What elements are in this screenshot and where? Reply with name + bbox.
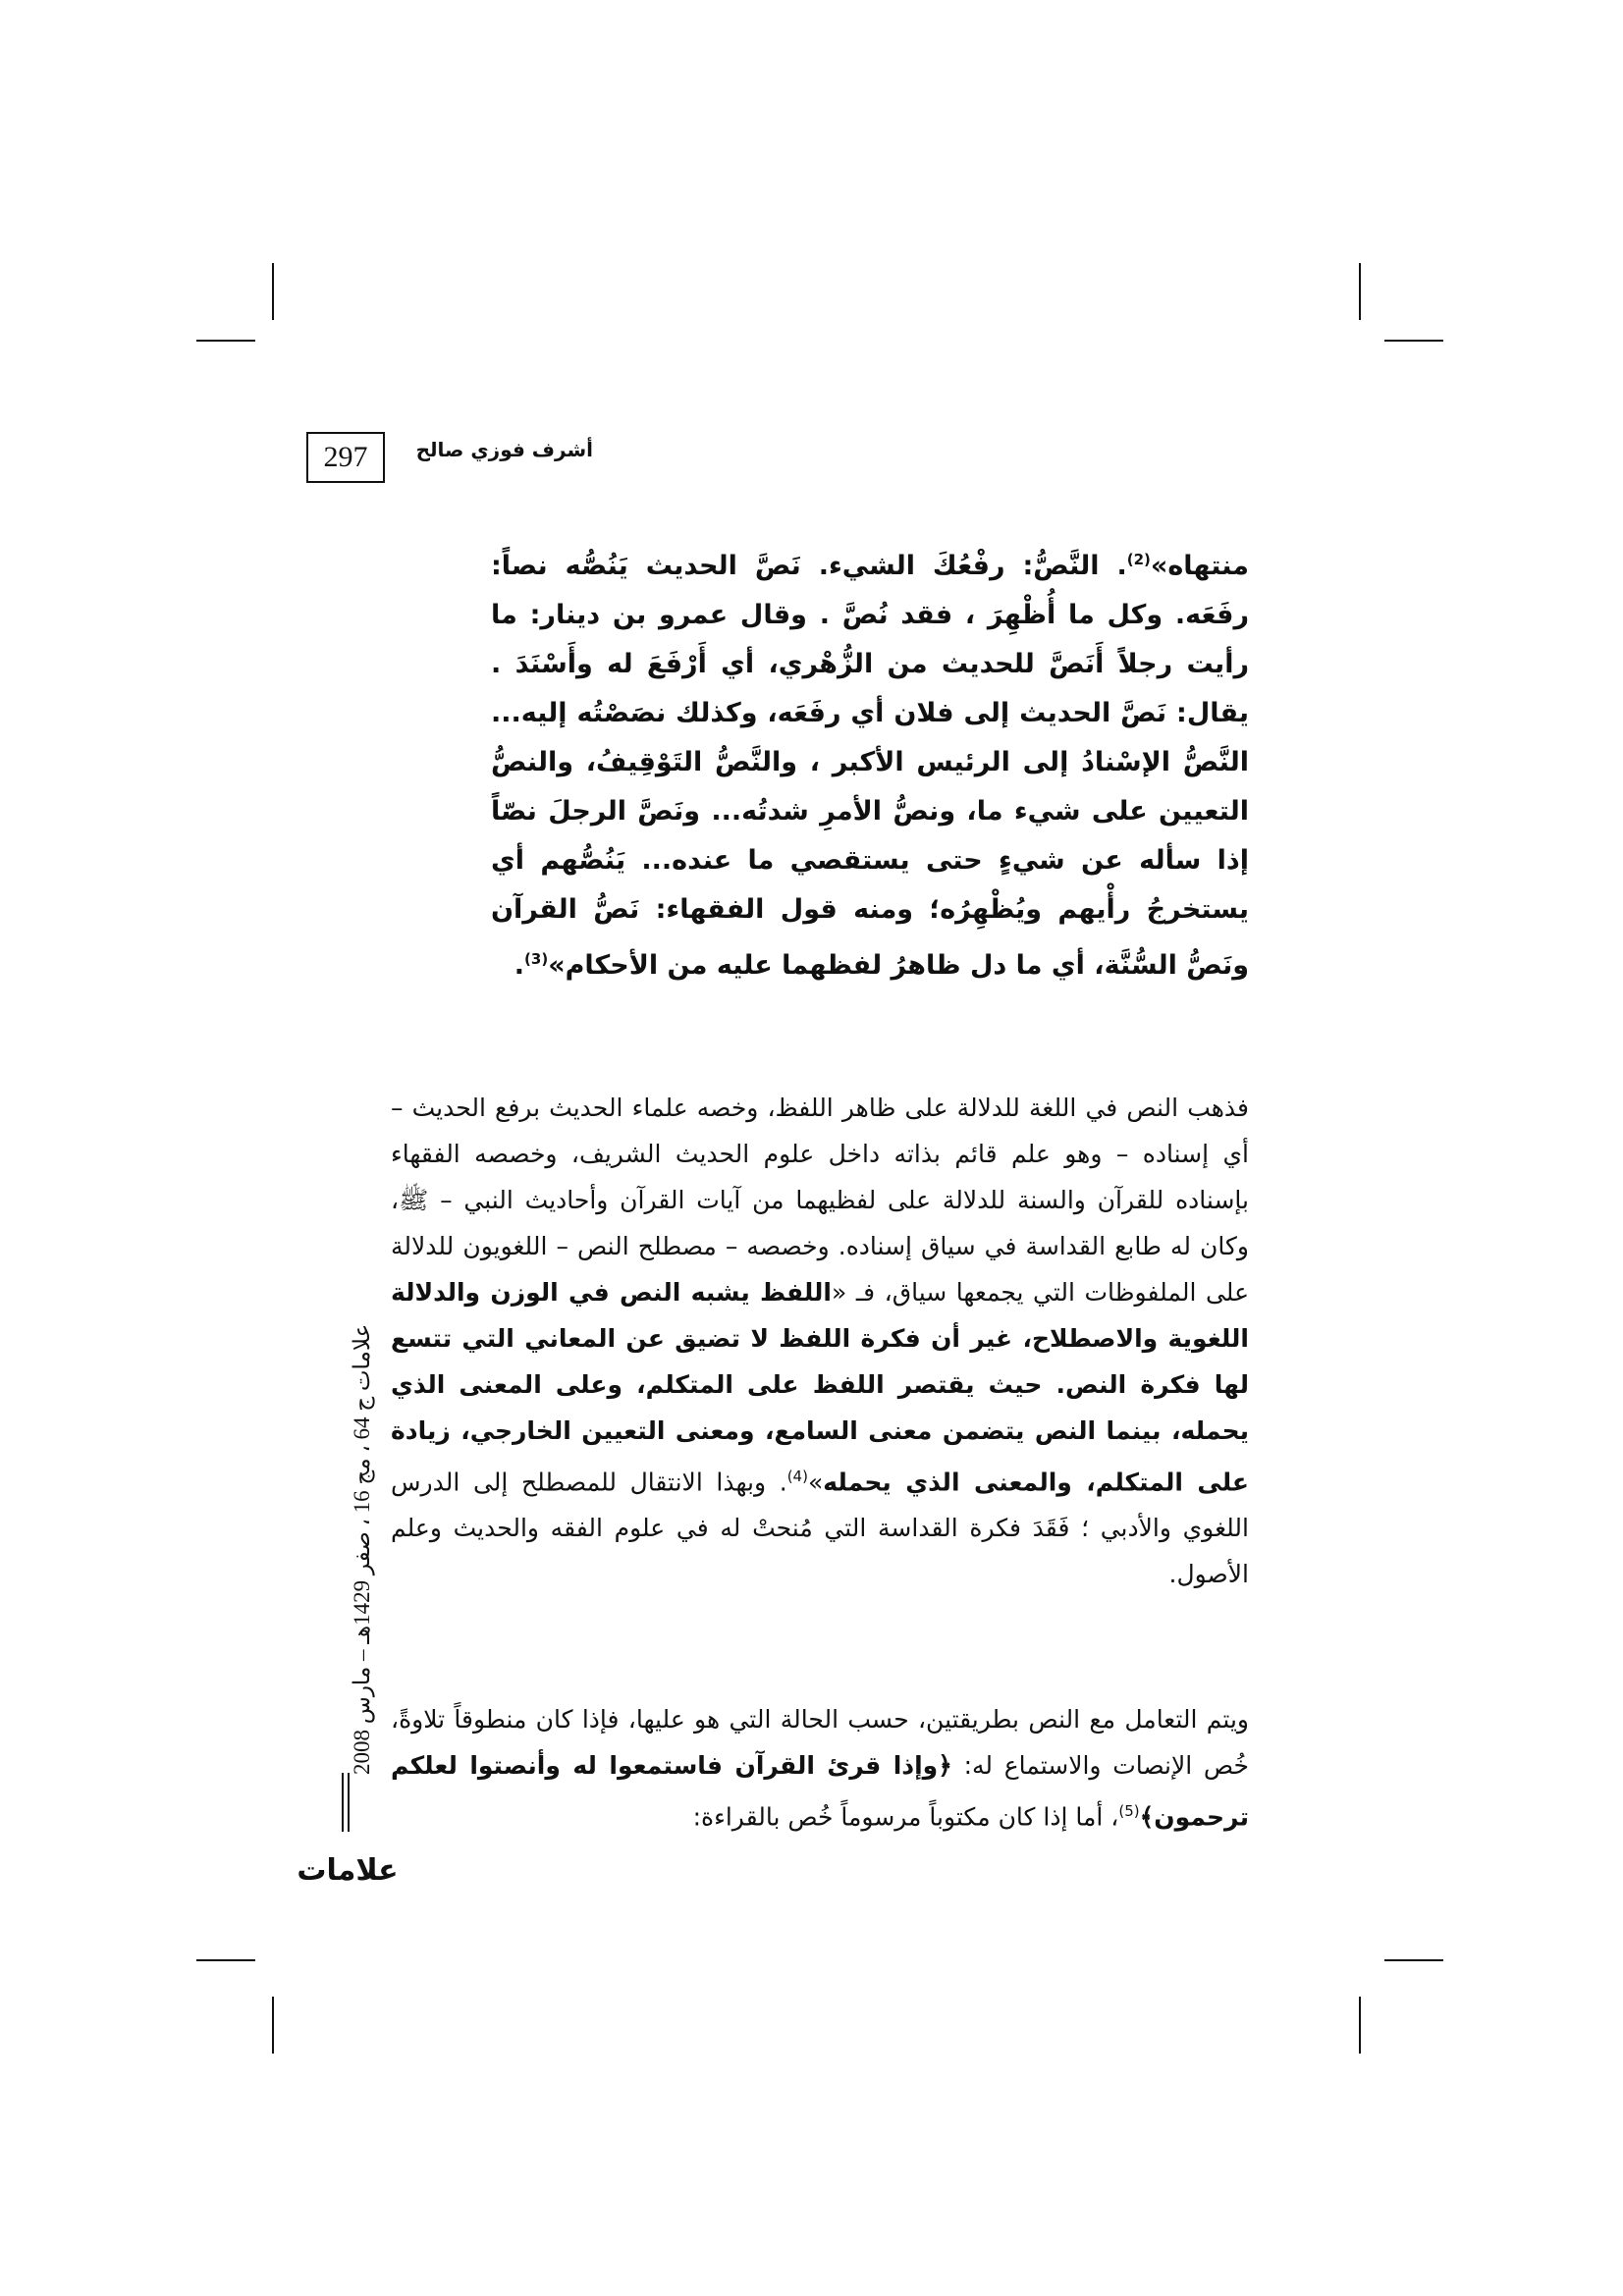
crop-mark-top-left-h — [196, 340, 255, 342]
para2-text-a: ويتم التعامل مع النص بطريقتين، حسب الحالة التي هو عليها، فإذا كان منطوقاً تلاوةً، خُص الإنصات والاستماع له: — [391, 1705, 1249, 1780]
author-name: أشرف فوزي صالح — [415, 438, 593, 461]
paragraph-1 — [391, 1085, 1249, 1597]
journal-info: علامات ج 64 ، مج 16 ، صفر 1429هـ – مارس 2008 — [350, 1323, 374, 1775]
quote-text-a: منتهاه» — [1150, 551, 1249, 581]
para1-bold-quote: اللفظ يشبه النص في الوزن والدلالة اللغوية والاصطلاح، غير أن فكرة اللفظ لا تضيق عن المعاني التي تتسع لها فكرة النص. حيث يقتصر اللفظ على المتكلم، وعلى المعنى الذي يحمله، بينما النص يتضمن معنى السامع، ومعنى التعيين الخارجي، زيادة على المتكلم، والمعنى الذي يحمله — [391, 1278, 1250, 1497]
crop-mark-bottom-left-v — [272, 1997, 274, 2054]
crop-mark-top-right-v — [1359, 263, 1361, 320]
para2-quran-verse: ﴿وإذا قرئ القرآن فاستمعوا له وأنصتوا لعلكم ترحمون﴾ — [391, 1751, 1249, 1832]
crop-mark-top-right-h — [1384, 340, 1443, 342]
para1-text-b: » — [807, 1468, 824, 1497]
quote-text-c: . — [514, 950, 525, 981]
journal-logo: علامات — [297, 1852, 399, 1888]
quote-text-b: . النَّصُّ: رفْعُكَ الشيء. نَصَّ الحديث يَنُصُّه نصاً: رفَعَه. وكل ما أُظْهِرَ ، فقد نُصَّ . وقال عمرو بن دينار: ما رأيت رجلاً أَنَصَّ للحديث من الزُّهْري، أي أَرْفَعَ له وأَسْنَدَ . يقال: نَصَّ الحديث إلى فلان أي رفَعَه، وكذلك نصَصْتُه إليه... النَّصُّ الإسْنادُ إلى الرئيس الأكبر ، والنَّصُّ التَوْقِيفُ، والنصُّ التعيين على شيء ما، ونصُّ الأمرِ شدتُه... ونَصَّ الرجلَ نصّاً إذا سأله عن شيءٍ حتى يستقصي ما عنده... يَنُصُّهم أي يستخرجُ رأْيهم ويُظْهِرُه؛ ومنه قول الفقهاء: نَصُّ القرآن ونَصُّ السُّنَّة، أي ما دل ظاهرُ لفظهما عليه من الأحكام» — [491, 551, 1249, 981]
crop-mark-bottom-left-h — [196, 1959, 255, 1961]
para2-text-b: ، أما إذا كان مكتوباً مرسوماً خُص بالقراءة: — [692, 1802, 1119, 1832]
journal-rule-2 — [348, 1773, 350, 1832]
para1-text-c: . وبهذا الانتقال للمصطلح إلى الدرس اللغوي والأدبي ؛ فَقَدَ فكرة القداسة التي مُنحتْ له في علوم الفقه والحديث وعلم الأصول. — [391, 1468, 1249, 1589]
footnote-ref-5: (5) — [1118, 1802, 1140, 1820]
paragraph-2 — [391, 1696, 1249, 1840]
page-number: 297 — [306, 432, 385, 483]
footnote-ref-3: (3) — [524, 950, 549, 968]
crop-mark-top-left-v — [272, 263, 274, 320]
quote-block — [491, 535, 1249, 990]
crop-mark-bottom-right-h — [1384, 1959, 1443, 1961]
crop-mark-bottom-right-v — [1359, 1997, 1361, 2054]
footnote-ref-2: (2) — [1126, 551, 1151, 568]
journal-rule — [342, 1773, 344, 1832]
para1-text-a: فذهب النص في اللغة للدلالة على ظاهر اللفظ، وخصه علماء الحديث برفع الحديث – أي إسناده – وهو علم قائم بذاته داخل علوم الحديث الشريف، وخصصه الفقهاء بإسناده للقرآن والسنة للدلالة على لفظيهما من آيات القرآن وأحاديث النبي – ﷺ، وكان له طابع القداسة في سياق إسناده. وخصصه – مصطلح النص – اللغويون للدلالة على الملفوظات التي يجمعها سياق، فـ « — [391, 1094, 1249, 1307]
footnote-ref-4: (4) — [786, 1468, 808, 1485]
